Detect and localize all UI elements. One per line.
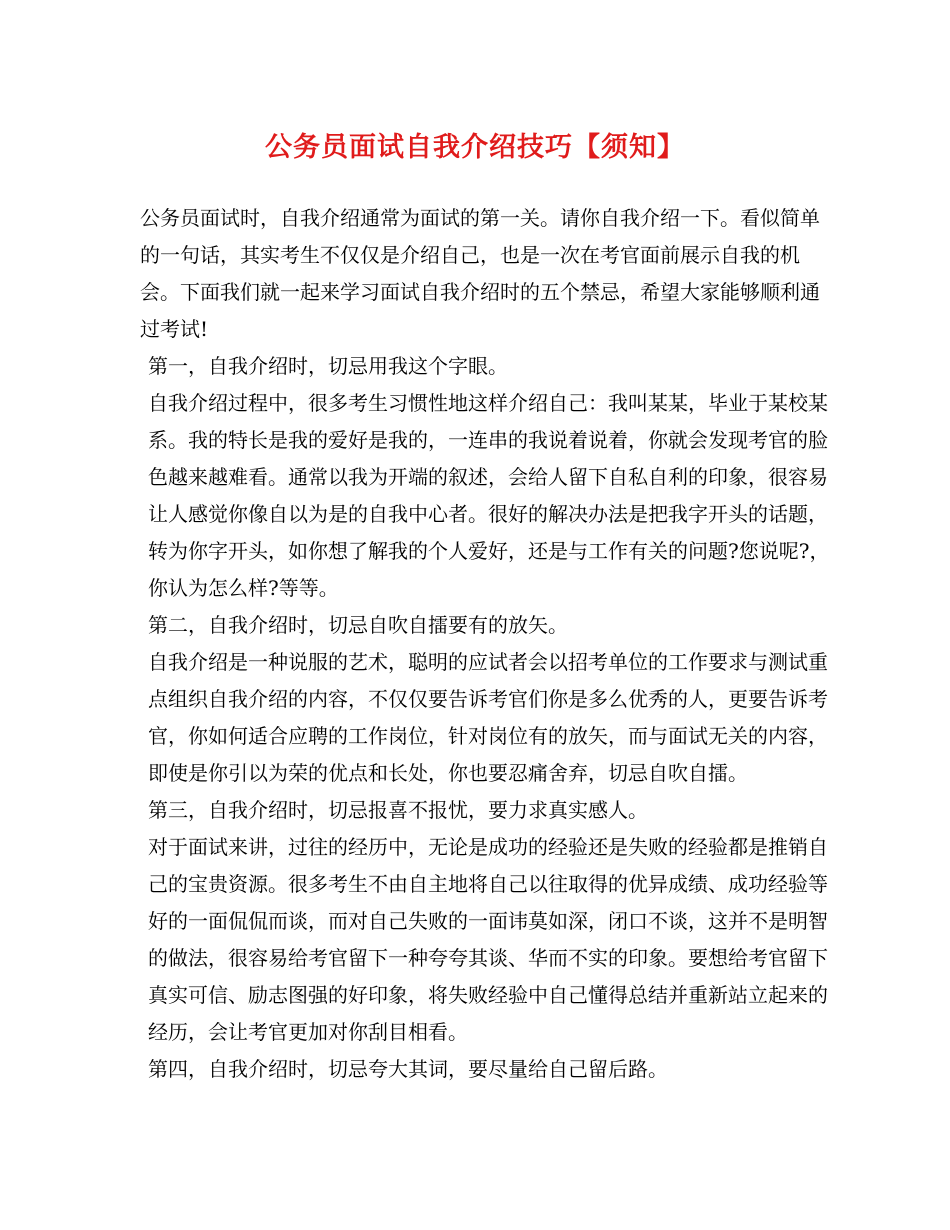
paragraph-body-1: 自我介绍过程中，很多考生习惯性地这样介绍自己：我叫某某，毕业于某校某系。我的特长是我的爱好是我的，一连串的我说着说着，你就会发现考官的脸色越来越难看。通常以我为开端的叙述，会给人留下自私自利的印象，很容易让人感觉你像自以为是的自我中心者。很好的解决办法是把我字开头的话题，转为你字开头，如你想了解我的个人爱好，还是与工作有关的问题?您说呢?，你认为怎么样?等等。 [148,391,830,600]
paragraph-heading-3: 第三，自我介绍时，切忌报喜不报忧，要力求真实感人。 [148,798,648,822]
paragraph-body-2: 自我介绍是一种说服的艺术，聪明的应试者会以招考单位的工作要求与测试重点组织自我介绍的内容，不仅仅要告诉考官们你是多么优秀的人，更要告诉考官，你如何适合应聘的工作岗位，针对岗位有的放矢，而与面试无关的内容，即使是你引以为荣的优点和长处，你也要忍痛舍弃，切忌自吹自擂。 [148,650,828,785]
paragraph-heading-4: 第四，自我介绍时，切忌夸大其词，要尽量给自己留后路。 [148,1057,668,1081]
paragraph-heading-1: 第一，自我介绍时，切忌用我这个字眼。 [148,354,508,378]
document-title: 公务员面试自我介绍技巧【须知】 [265,132,685,163]
paragraph-intro: 公务员面试时，自我介绍通常为面试的第一关。请你自我介绍一下。看似简单的一句话，其实考生不仅仅是介绍自己，也是一次在考官面前展示自我的机会。下面我们就一起来学习面试自我介绍时的五个禁忌，希望大家能够顺利通过考试! [140,206,820,341]
paragraph-body-3: 对于面试来讲，过往的经历中，无论是成功的经验还是失败的经验都是推销自己的宝贵资源。很多考生不由自主地将自己以往取得的优异成绩、成功经验等好的一面侃侃而谈，而对自己失败的一面讳莫如深，闭口不谈，这并不是明智的做法，很容易给考官留下一种夸夸其谈、华而不实的印象。要想给考官留下真实可信、励志图强的好印象，将失败经验中自己懂得总结并重新站立起来的经历，会让考官更加对你刮目相看。 [148,835,828,1044]
paragraph-heading-2: 第二，自我介绍时，切忌自吹自擂要有的放矢。 [148,613,568,637]
document-body [140,200,830,1088]
